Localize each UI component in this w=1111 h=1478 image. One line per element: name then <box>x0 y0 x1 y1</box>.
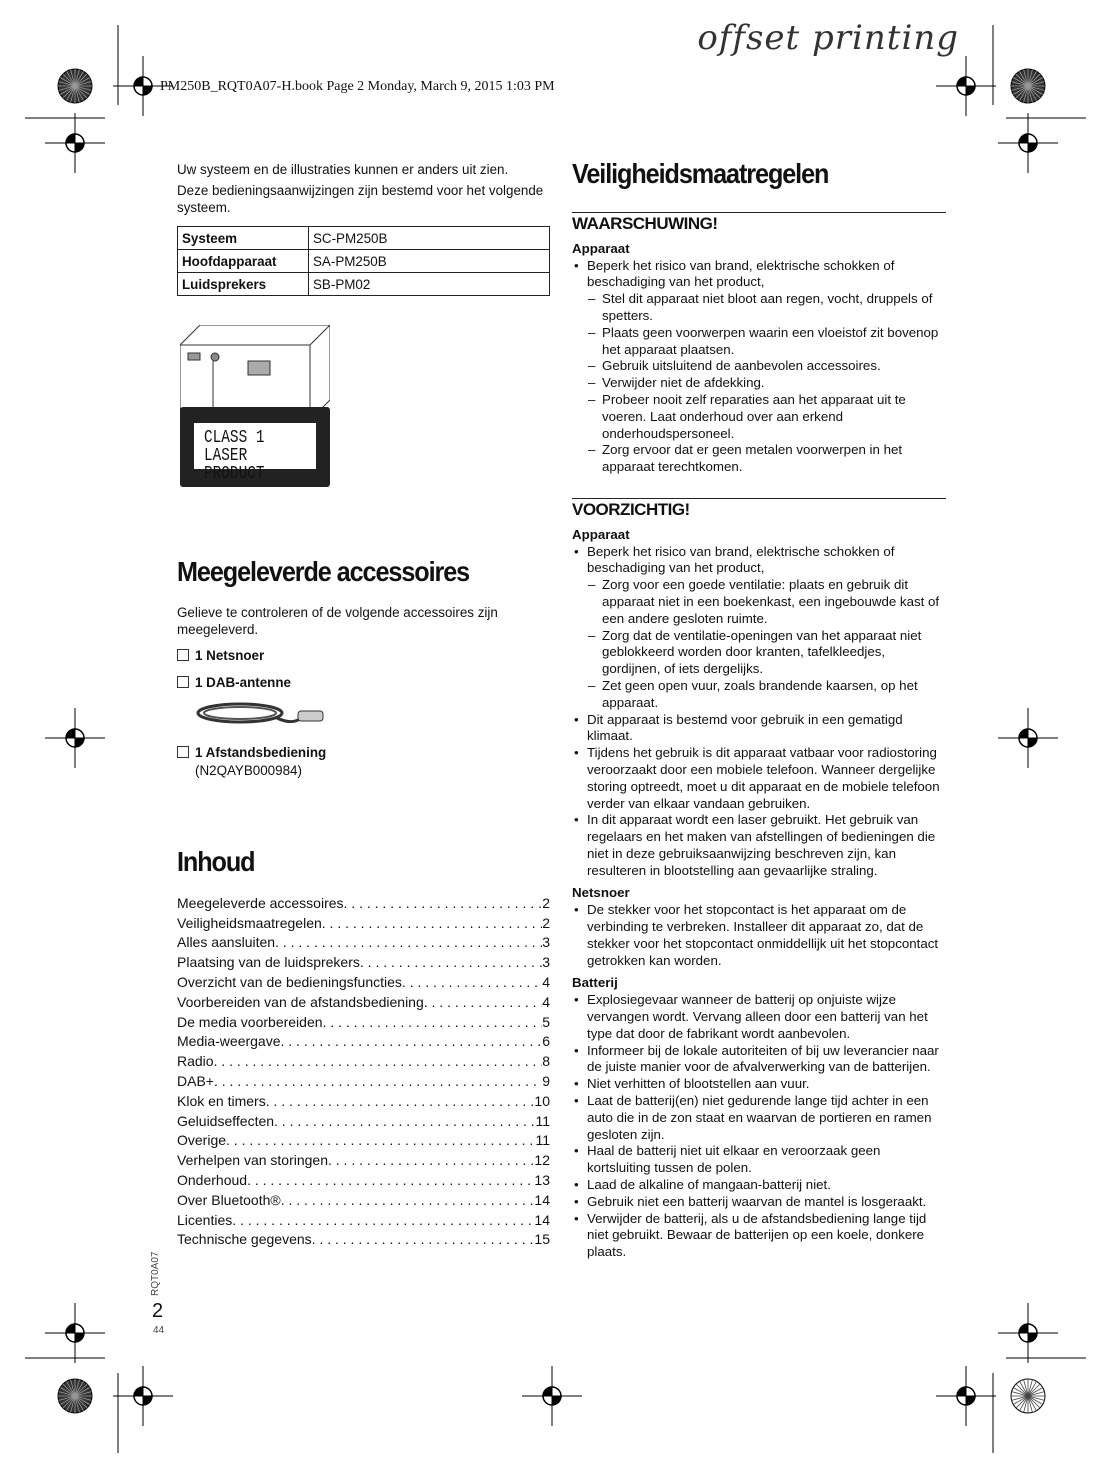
toc-page: 4 <box>542 974 550 991</box>
toc-page: 3 <box>542 934 550 951</box>
list-item: • Informeer bij de lokale autoriteiten of bij uw leverancier naar de juiste manier voor de afvalverwerking van de batterijen. <box>572 1043 946 1077</box>
toc-title: Onderhoud <box>177 1172 248 1189</box>
toc-page: 14 <box>534 1191 550 1208</box>
caution-sublist <box>572 577 946 711</box>
list-item: – Zorg ervoor dat er geen metalen voorwerpen in het apparaat terechtkomen. <box>572 442 946 476</box>
toc-entry[interactable] <box>177 1190 550 1210</box>
toc-leader <box>274 1113 535 1129</box>
list-item: • Laat de batterij(en) niet gedurende lange tijd achter in een auto die in de zon staat en waarvan de portieren en ramen gesloten zijn. <box>572 1093 946 1143</box>
toc-leader <box>323 1014 543 1030</box>
toc-leader <box>402 974 542 990</box>
list-item: – Stel dit apparaat niet bloot aan regen, vocht, druppels of spetters. <box>572 291 946 325</box>
toc-entry[interactable] <box>177 1071 550 1091</box>
toc-entry[interactable] <box>177 1091 550 1111</box>
accessory-item <box>177 648 264 663</box>
toc-entry[interactable] <box>177 1032 550 1052</box>
list-item: • In dit apparaat wordt een laser gebruikt. Het gebruik van regelaars en het maken van afstellingen of bedieningen die niet in deze gebruiksaanwijzing beschreven zijn, kan resulteren in blootstelling aan gevaarlijke straling. <box>572 812 946 879</box>
laser-label-line: LASER PRODUCT <box>204 446 265 484</box>
warning-list <box>572 258 946 292</box>
toc-leader <box>328 1152 534 1168</box>
toc-leader <box>247 1172 534 1188</box>
toc-page: 3 <box>542 954 550 971</box>
toc-entry[interactable] <box>177 1131 550 1151</box>
system-table <box>177 226 550 296</box>
toc-entry[interactable] <box>177 992 550 1012</box>
sub-page-number: 44 <box>153 1325 165 1336</box>
toc-title: Veiligheidsmaatregelen <box>177 914 322 931</box>
toc-title: DAB+ <box>177 1073 214 1090</box>
toc-title: Klok en timers <box>177 1092 266 1109</box>
list-item: • Beperk het risico van brand, elektrische schokken of beschadiging van het product, <box>572 544 946 578</box>
accessory-item <box>177 744 326 780</box>
table-cell: Luidsprekers <box>178 273 309 296</box>
dab-antenna-icon <box>195 697 330 737</box>
book-header: PM250B_RQT0A07-H.book Page 2 Monday, March 9, 2015 1:03 PM <box>160 79 555 94</box>
toc-leader <box>424 994 542 1010</box>
list-item: – Plaats geen voorwerpen waarin een vloeistof zit bovenop het apparaat plaatsen. <box>572 325 946 359</box>
toc-leader <box>360 954 542 970</box>
toc-title: Plaatsing van de luidsprekers <box>177 954 360 971</box>
list-item: • Beperk het risico van brand, elektrische schokken of beschadiging van het product, <box>572 258 946 292</box>
intro <box>177 161 550 216</box>
divider <box>572 212 946 213</box>
toc-entry[interactable] <box>177 1210 550 1230</box>
mains-list <box>572 902 946 969</box>
toc-entry[interactable] <box>177 972 550 992</box>
toc-entry[interactable] <box>177 1230 550 1250</box>
laser-label-illustration <box>180 325 330 487</box>
caution-list <box>572 544 946 578</box>
list-item: – Gebruik uitsluitend de aanbevolen accessoires. <box>572 358 946 375</box>
caution-bullets <box>572 712 946 880</box>
list-item: • Explosiegevaar wanneer de batterij op onjuiste wijze vervangen wordt. Vervang alleen door een batterij van het type dat door de fabrikant wordt aanbevolen. <box>572 992 946 1042</box>
toc-page: 2 <box>542 914 550 931</box>
laser-label-line: CLASS 1 <box>204 428 265 448</box>
toc-leader <box>266 1093 535 1109</box>
accessories-intro: Gelieve te controleren of de volgende accessoires zijn meegeleverd. <box>177 605 498 637</box>
toc-title: Voorbereiden van de afstandsbediening <box>177 993 424 1010</box>
toc-title: Over Bluetooth® <box>177 1191 281 1208</box>
toc-title: Meegeleverde accessoires <box>177 894 344 911</box>
table-cell: SA-PM250B <box>309 250 550 273</box>
list-item: – Zorg dat de ventilatie-openingen van het apparaat niet geblokkeerd worden door kranten, tafelkleedjes, gordijnen, of iets dergelijks. <box>572 628 946 678</box>
section-subtitle: Apparaat <box>572 240 630 256</box>
toc-leader <box>281 1033 543 1049</box>
caution-title: VOORZICHTIG! <box>572 499 690 519</box>
page-number: 2 <box>152 1300 164 1322</box>
section-subtitle: Netsnoer <box>572 885 630 901</box>
toc-leader <box>232 1212 534 1228</box>
section-subtitle: Batterij <box>572 975 618 991</box>
table-cell: SC-PM250B <box>309 227 550 250</box>
toc-title: Verhelpen van storingen <box>177 1152 328 1169</box>
toc-page: 11 <box>535 1132 550 1149</box>
toc-page: 8 <box>542 1053 550 1070</box>
contents-title: Inhoud <box>177 846 255 877</box>
toc-title: Overzicht van de bedieningsfuncties <box>177 974 402 991</box>
accessory-label: 1 DAB-antenne <box>195 675 291 690</box>
toc-entry[interactable] <box>177 913 550 933</box>
battery-list <box>572 992 946 1261</box>
toc-title: De media voorbereiden <box>177 1013 323 1030</box>
list-item: • Tijdens het gebruik is dit apparaat vatbaar voor radiostoring veroorzaakt door een mobiele telefoon. Wanneer dergelijke storing optreedt, moet u dit apparaat en de mobiele telefoon verder van elkaar vandaan gebruiken. <box>572 745 946 812</box>
toc-page: 6 <box>542 1033 550 1050</box>
toc-page: 2 <box>542 894 550 911</box>
toc-entry[interactable] <box>177 1111 550 1131</box>
list-item: • Dit apparaat is bestemd voor gebruik in een gematigd klimaat. <box>572 712 946 746</box>
toc-page: 15 <box>534 1231 550 1248</box>
checkbox-icon <box>177 746 189 758</box>
toc-leader <box>344 895 543 911</box>
toc-title: Geluidseffecten <box>177 1112 275 1129</box>
warning-sublist <box>572 291 946 476</box>
list-item: • Laad de alkaline of mangaan-batterij niet. <box>572 1177 946 1194</box>
toc-leader <box>214 1073 542 1089</box>
intro-line: Deze bedieningsaanwijzingen zijn bestemd voor het volgende systeem. <box>177 183 544 215</box>
toc-page: 12 <box>534 1152 550 1169</box>
toc-entry[interactable] <box>177 933 550 953</box>
toc-page: 13 <box>534 1172 550 1189</box>
section-subtitle: Apparaat <box>572 526 630 542</box>
accessory-item <box>177 675 291 690</box>
accessory-label: 1 Afstandsbediening <box>195 745 327 760</box>
toc-leader <box>322 915 542 931</box>
list-item: • Verwijder de batterij, als u de afstandsbediening lange tijd niet gebruikt. Bewaar de batterijen op een koele, donkere plaats. <box>572 1211 946 1261</box>
toc-page: 5 <box>542 1013 550 1030</box>
toc-page: 11 <box>535 1112 550 1129</box>
safety-title: Veiligheidsmaatregelen <box>572 158 829 189</box>
toc-title: Overige <box>177 1132 227 1149</box>
warning-title: WAARSCHUWING! <box>572 214 718 233</box>
list-item: • Gebruik niet een batterij waarvan de mantel is losgeraakt. <box>572 1194 946 1211</box>
toc-leader <box>226 1132 535 1148</box>
toc-page: 4 <box>542 993 550 1010</box>
toc-entry[interactable] <box>177 1051 550 1071</box>
toc-leader <box>214 1053 543 1069</box>
toc-title: Licenties <box>177 1211 233 1228</box>
list-item: • Haal de batterij niet uit elkaar en veroorzaak geen kortsluiting tussen de polen. <box>572 1143 946 1177</box>
divider <box>572 498 946 499</box>
accessory-code: (N2QAYB000984) <box>195 763 302 778</box>
checkbox-icon <box>177 676 189 688</box>
list-item: – Probeer nooit zelf reparaties aan het apparaat uit te voeren. Laat onderhoud over aan erkend onderhoudspersoneel. <box>572 392 946 442</box>
table-row <box>178 273 550 296</box>
toc-leader <box>281 1192 535 1208</box>
table-cell: Systeem <box>178 227 309 250</box>
list-item: – Zorg voor een goede ventilatie: plaats en gebruik dit apparaat niet in een boekenkast, een ingebouwde kast of een andere gesloten ruimte. <box>572 577 946 627</box>
list-item: – Zet geen open vuur, zoals brandende kaarsen, op het apparaat. <box>572 678 946 712</box>
toc-entry[interactable] <box>177 893 550 913</box>
intro-line: Uw systeem en de illustraties kunnen er anders uit zien. <box>177 162 509 177</box>
toc-entry[interactable] <box>177 952 550 972</box>
toc-title: Radio <box>177 1053 214 1070</box>
table-row <box>178 227 550 250</box>
toc-title: Media-weergave <box>177 1033 281 1050</box>
toc-entry[interactable] <box>177 1150 550 1170</box>
accessories-title: Meegeleverde accessoires <box>177 556 470 587</box>
offset-printing-label: offset printing <box>697 18 959 58</box>
safety-content <box>572 212 946 1261</box>
toc-page: 14 <box>534 1211 550 1228</box>
toc-leader <box>312 1231 535 1247</box>
toc-entry[interactable] <box>177 1012 550 1032</box>
toc-title: Technische gegevens <box>177 1231 312 1248</box>
checkbox-icon <box>177 649 189 661</box>
toc-page: 9 <box>542 1073 550 1090</box>
doc-code: RQT0A07 <box>150 1251 161 1296</box>
toc-entry[interactable] <box>177 1170 550 1190</box>
accessory-label: 1 Netsnoer <box>195 648 265 663</box>
table-cell: Hoofdapparaat <box>178 250 309 273</box>
table-row <box>178 250 550 273</box>
toc-leader <box>275 934 542 950</box>
table-of-contents <box>177 893 550 1249</box>
list-item: – Verwijder niet de afdekking. <box>572 375 946 392</box>
table-cell: SB-PM02 <box>309 273 550 296</box>
toc-title: Alles aansluiten <box>177 934 276 951</box>
toc-page: 10 <box>534 1092 550 1109</box>
list-item: • De stekker voor het stopcontact is het apparaat om de verbinding te verbreken. Installeer dit apparaat zo, dat de stekker voor het stopcontact onmiddellijk uit het stopcontact getrokken kan worden. <box>572 902 946 969</box>
list-item: • Niet verhitten of blootstellen aan vuur. <box>572 1076 946 1093</box>
